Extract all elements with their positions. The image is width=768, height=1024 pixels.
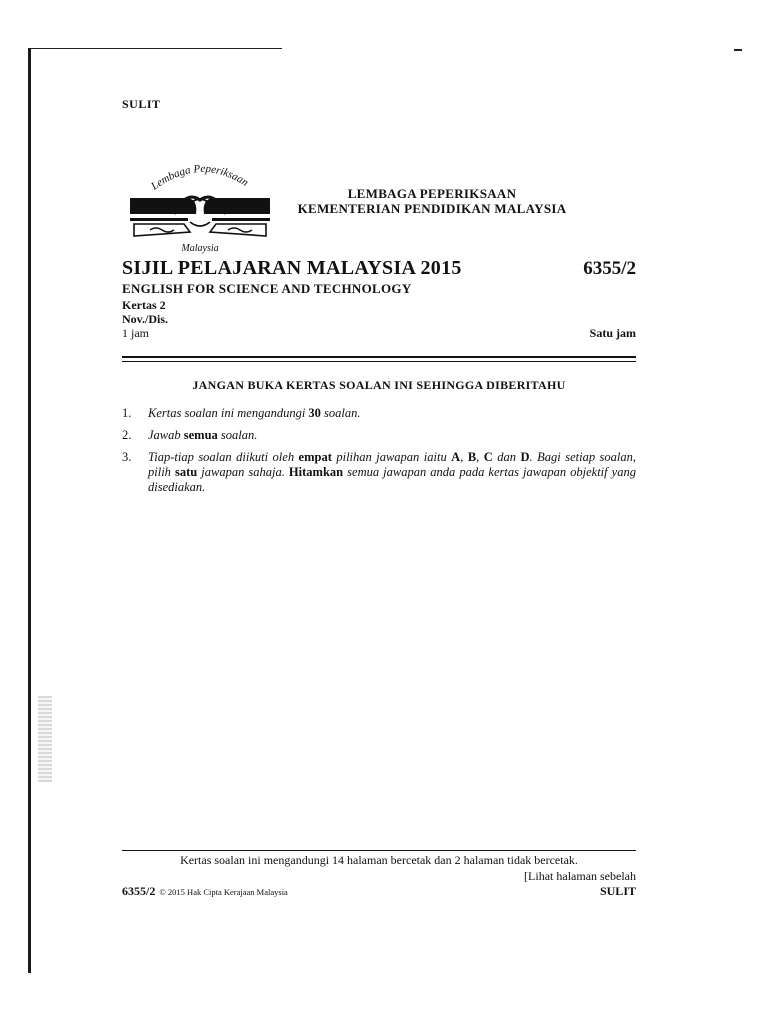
board-line-2: KEMENTERIAN PENDIDIKAN MALAYSIA bbox=[297, 201, 567, 216]
instruction-text: Kertas soalan ini mengandungi 30 soalan. bbox=[148, 406, 361, 420]
copyright-notice: © 2015 Hak Cipta Kerajaan Malaysia bbox=[159, 887, 288, 897]
examination-board bbox=[286, 186, 578, 216]
instruction-item bbox=[122, 428, 636, 443]
scan-side-strip bbox=[38, 696, 52, 782]
turn-over-note: [Lihat halaman sebelah bbox=[524, 869, 636, 883]
paper-code: 6355/2 bbox=[583, 258, 636, 279]
page-count-note: Kertas soalan ini mengandungi 14 halaman bercetak dan 2 halaman tidak bercetak. bbox=[180, 853, 578, 867]
exam-session: Nov./Dis. bbox=[122, 312, 169, 326]
exam-title: SIJIL PELAJARAN MALAYSIA 2015 bbox=[122, 257, 462, 279]
instruction-number: 2. bbox=[122, 428, 132, 442]
footer-paper-code: 6355/2 bbox=[122, 884, 156, 898]
instruction-text: Jawab semua soalan. bbox=[148, 428, 258, 442]
classification-bottom: SULIT bbox=[599, 884, 636, 898]
instruction-number: 3. bbox=[122, 450, 132, 464]
paper-number: Kertas 2 bbox=[122, 298, 166, 312]
footer-divider bbox=[122, 850, 636, 851]
logo-arc-text: Lembaga Peperiksaan bbox=[149, 162, 251, 193]
duration-short: 1 jam bbox=[122, 326, 149, 340]
duration-long: Satu jam bbox=[589, 326, 636, 340]
subject-title: ENGLISH FOR SCIENCE AND TECHNOLOGY bbox=[122, 281, 412, 296]
header-divider-thick bbox=[122, 356, 636, 358]
instruction-text: Tiap-tiap soalan diikuti oleh empat pilihan jawapan iaitu A, B, C dan D. Bagi setiap soalan, pilih satu jawapan sahaja. Hitamkan semua jawapan anda pada kertas jawapan objektif yang disediakan. bbox=[148, 450, 637, 494]
instruction-item bbox=[122, 450, 636, 495]
instruction-number: 1. bbox=[122, 406, 132, 420]
svg-text:Lembaga Peperiksaan bbox=[148, 163, 251, 193]
instructions-list bbox=[122, 406, 636, 502]
logo-bottom-text: Malaysia bbox=[181, 243, 219, 254]
classification-top: SULIT bbox=[122, 97, 161, 111]
lembaga-peperiksaan-emblem-icon bbox=[124, 160, 276, 256]
do-not-open-warning: JANGAN BUKA KERTAS SOALAN INI SEHINGGA DIBERITAHU bbox=[192, 378, 566, 392]
scan-edge-left bbox=[28, 48, 31, 973]
instruction-item bbox=[122, 406, 636, 421]
scan-mark bbox=[734, 49, 742, 51]
board-line-1: LEMBAGA PEPERIKSAAN bbox=[347, 186, 517, 201]
scan-edge-top bbox=[30, 48, 282, 49]
header-divider-thin bbox=[122, 361, 636, 362]
footer-code-copyright bbox=[122, 884, 288, 899]
